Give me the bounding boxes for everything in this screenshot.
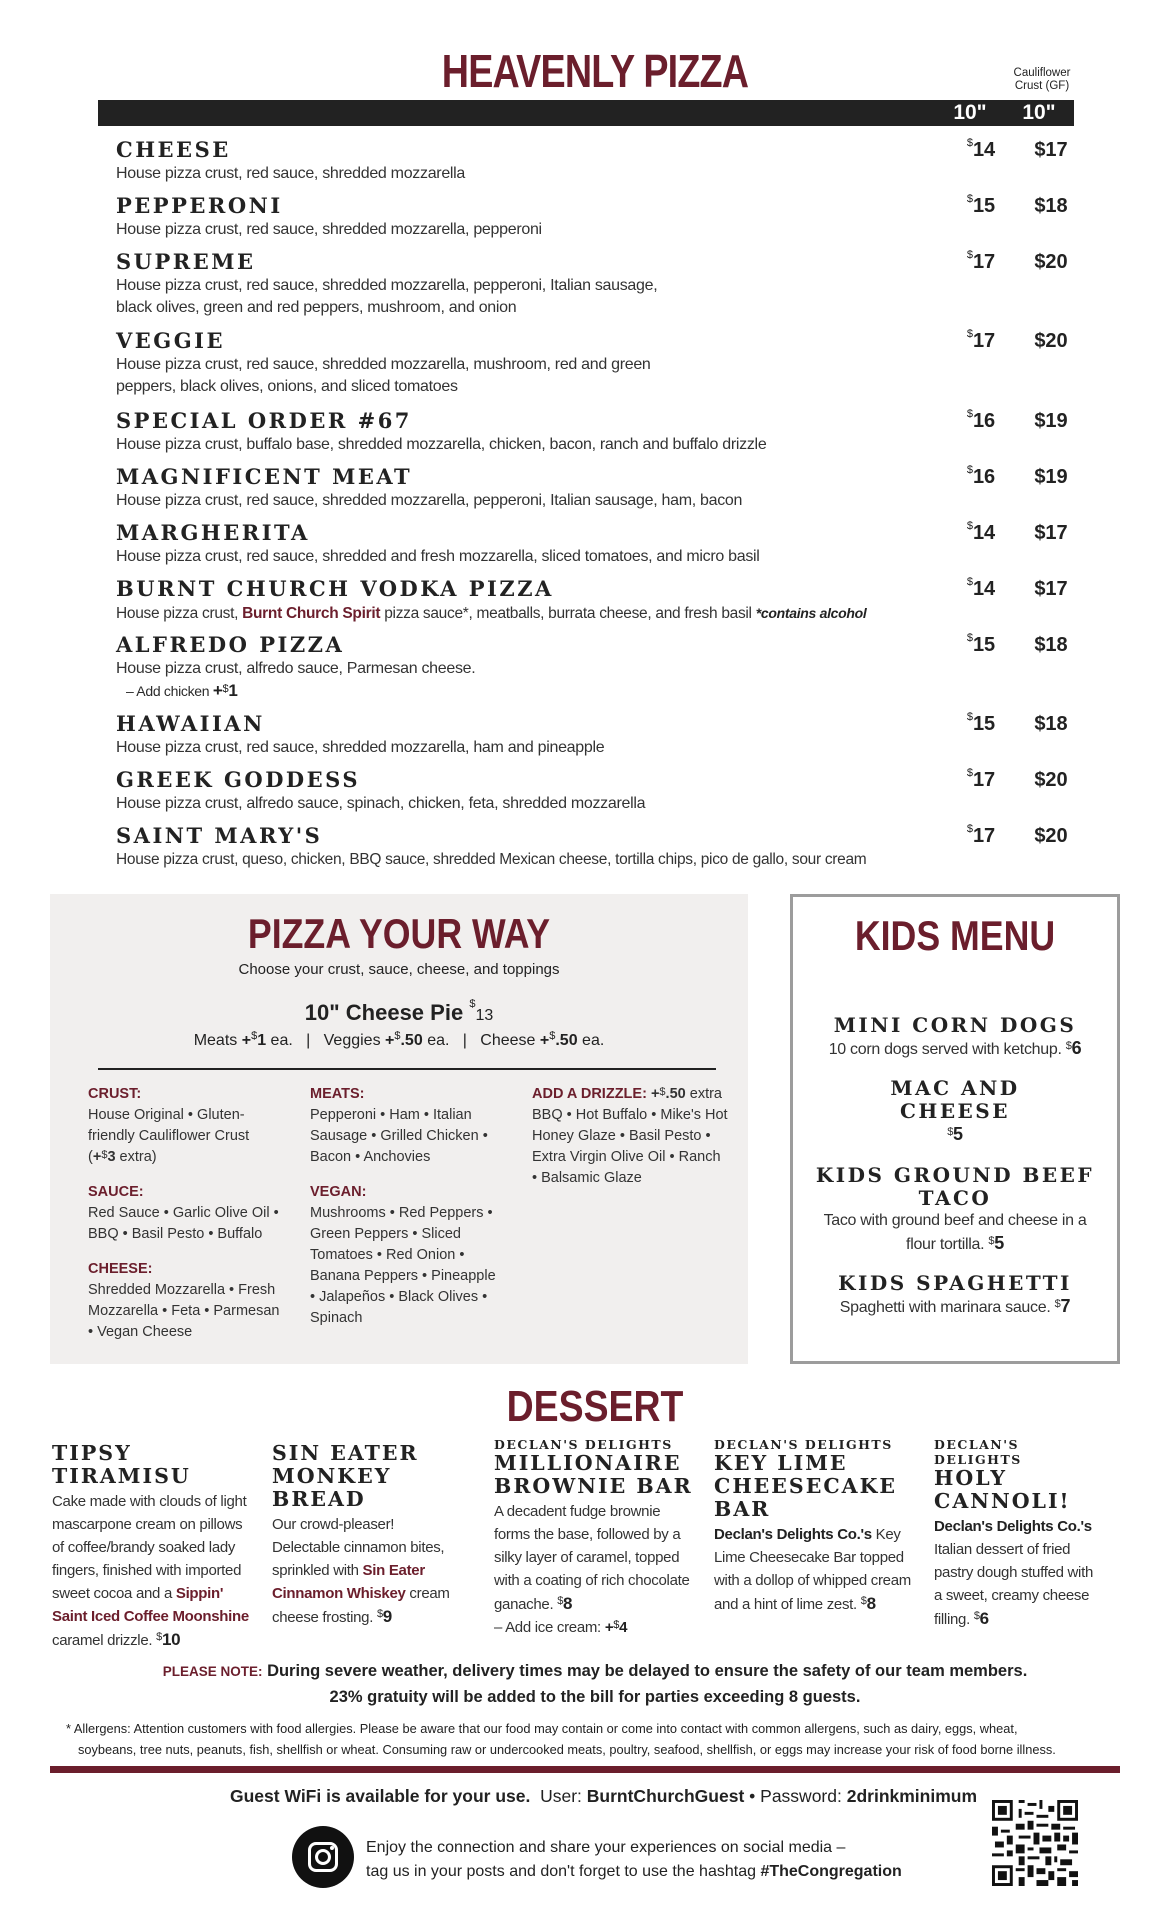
pizza-item-cheese [116,137,1066,185]
pizza-name: PEPPERONI [116,193,283,218]
meats-options: Pepperoni • Ham • Italian Sausage • Grilled Chicken • Bacon • Anchovies [310,1107,488,1165]
wifi-info: Guest WiFi is available for your use. User: BurntChurchGuest • Password: 2drinkminimum [230,1786,978,1806]
crust-options: House Original • Gluten-friendly Cauliflower Crust [88,1107,250,1144]
pizza-price: $14 [966,137,996,161]
pizza-name: BURNT CHURCH VODKA PIZZA [116,576,554,601]
pizza-price: $17 [966,328,996,352]
pizza-name: MAGNIFICENT MEAT [116,464,413,489]
pizza-price: $17 [966,767,996,791]
pizza-name: ALFREDO PIZZA [116,632,345,657]
pizza-desc: House pizza crust, buffalo base, shredded mozzarella, chicken, bacon, ranch and buffalo drizzle [116,436,767,453]
pizza-item-margherita [116,520,1066,568]
footer-divider [50,1766,1120,1773]
alcohol-note: *contains alcohol [755,605,867,621]
pizza-price: $14 [966,520,996,544]
hashtag: #TheCongregation [760,1863,902,1880]
size-label-regular: 10" [953,101,987,124]
brand-burnt-church-spirit: Burnt Church Spirit [242,605,381,622]
pizza-desc: House pizza crust, Burnt Church Spirit pizza sauce*, meatballs, burrata cheese, and fresh basil *contains alcohol [116,605,867,622]
pizza-price-gf: $18 [1034,713,1068,735]
kids-item-ground-beef-taco: KIDS GROUND BEEF TACO Taco with ground beef and cheese in a flour tortilla. $5 [815,1163,1095,1253]
crust-heading: CRUST: [88,1086,142,1102]
pizza-desc: House pizza crust, alfredo sauce, spinach, chicken, feta, shredded mozzarella [116,795,646,812]
pizza-price: $15 [966,711,996,735]
size-label-cauliflower: 10" [1022,101,1056,124]
pizza-item-burnt-church-vodka [116,576,1066,625]
weather-note: PLEASE NOTE: During severe weather, delivery times may be delayed to ensure the safety of our team members. [162,1662,1028,1680]
pizza-price-gf: $18 [1034,634,1068,656]
pizza-item-alfredo [116,632,1066,702]
social-media-text: Enjoy the connection and share your experiences on social media – tag us in your posts and don't forget to use the hashtag #TheCongregation [366,1839,902,1880]
pizza-name: GREEK GODDESS [116,767,360,792]
cheese-heading: CHEESE: [88,1261,153,1277]
pizza-item-pepperoni [116,193,1066,241]
pizza-name: SAINT MARY'S [116,823,323,848]
qr-code-icon[interactable] [992,1800,1078,1886]
pizza-your-way-title: PIZZA YOUR WAY [247,910,551,957]
meats-heading: MEATS: [310,1086,365,1102]
pizza-desc: House pizza crust, red sauce, shredded mozzarella [116,165,466,182]
pizza-desc: House pizza crust, queso, chicken, BBQ sauce, shredded Mexican cheese, tortilla chips, pico de gallo, sour cream [116,851,867,868]
pizza-name: VEGGIE [116,328,225,353]
dessert-item-millionaire-brownie-bar: DECLAN'S DELIGHTS MILLIONAIRE BROWNIE BAR A decadent fudge brownie forms the base, followed by a silky layer of caramel, topped with a coating of rich chocolate ganache. $8 – Add ice cream: +$4 [494,1437,693,1636]
pizza-name: CHEESE [116,137,231,162]
sauce-heading: SAUCE: [88,1184,144,1200]
pizza-price-gf: $19 [1034,410,1068,432]
options-column-1 [88,1084,284,1357]
dessert-item-tipsy-tiramisu: TIPSY TIRAMISU Cake made with clouds of light mascarpone cream on pillows of coffee/brandy soaked lady fingers, finished with imported sweet cocoa and a Sippin' Saint Iced Coffee Moonshine caramel drizzle. $10 [52,1441,249,1649]
pizza-item-special-order-67 [116,408,1066,456]
pizza-desc: House pizza crust, alfredo sauce, Parmesan cheese. [116,660,476,677]
pizza-name: SPECIAL ORDER #67 [116,408,412,433]
pizza-desc: House pizza crust, red sauce, shredded mozzarella, pepperoni, Italian sausage, black olives, green and red peppers, mushroom, and onion [116,277,658,316]
pizza-price-gf: $17 [1034,578,1068,600]
pizza-item-greek-goddess [116,767,1066,815]
dessert-item-key-lime-cheesecake-bar: DECLAN'S DELIGHTS KEY LIME CHEESECAKE BAR Declan's Delights Co.'s Key Lime Cheesecake Bar topped with a dollop of whipped cream and a hint of lime zest. $8 [714,1437,911,1613]
dessert-section-title: DESSERT [506,1382,684,1431]
kids-item-spaghetti: KIDS SPAGHETTI Spaghetti with marinara sauce. $7 [838,1271,1072,1316]
pizza-price: $17 [966,823,996,847]
instagram-icon[interactable] [292,1826,354,1888]
pizza-price-gf: $19 [1034,466,1068,488]
pizza-desc: House pizza crust, red sauce, shredded mozzarella, pepperoni, Italian sausage, ham, bacon [116,492,743,509]
pizza-section-title: HEAVENLY PIZZA [441,45,749,97]
options-column-2 [310,1084,500,1343]
pizza-price-gf: $18 [1034,195,1068,217]
pizza-price-gf: $17 [1034,139,1068,161]
cheese-pie-line: 10" Cheese Pie $13 [304,998,494,1025]
crust-extra: (+$3 extra) [88,1149,157,1165]
pizza-price-gf: $20 [1034,330,1068,352]
sauce-options: Red Sauce • Garlic Olive Oil • BBQ • Basil Pesto • Buffalo [88,1205,279,1242]
pizza-price: $15 [966,632,996,656]
kids-item-mac-and-cheese: MAC AND CHEESE $5 [890,1076,1020,1144]
pizza-price: $17 [966,249,996,273]
options-column-3 [532,1084,728,1203]
pizza-desc: House pizza crust, red sauce, shredded mozzarella, mushroom, red and green peppers, black olives, onions, and sliced tomatoes [116,356,651,395]
size-header-bar [98,100,1074,126]
pizza-desc: House pizza crust, red sauce, shredded and fresh mozzarella, sliced tomatoes, and micro basil [116,548,760,565]
brand-sippin-saint: Sippin' Saint Iced Coffee Moonshine [52,1585,249,1625]
topping-prices: Meats +$1 ea. | Veggies +$.50 ea. | Cheese +$.50 ea. [193,1030,605,1049]
pizza-price-gf: $20 [1034,769,1068,791]
pizza-item-saint-marys [116,823,1066,871]
pizza-price: $16 [966,408,996,432]
pizza-your-way-subtitle: Choose your crust, sauce, cheese, and toppings [238,961,560,978]
vegan-heading: VEGAN: [310,1184,367,1200]
kids-menu-title: KIDS MENU [854,912,1056,959]
pizza-price-gf: $17 [1034,522,1068,544]
dessert-item-holy-cannoli: DECLAN'S DELIGHTS HOLY CANNOLI! Declan's Delights Co.'s Italian dessert of fried pastry dough stuffed with a sweet, creamy cheese filling. $6 [934,1437,1093,1628]
allergen-notice: * Allergens: Attention customers with food allergies. Please be aware that our food may contain or come into contact with common allergens, such as dairy, eggs, wheat, soybeans, tree nuts, peanuts, fish, shellfish or wheat. Consuming raw or undercooked meats, poultry, seafood, shellfish, or eggs may increase your risk of food borne illness. [66,1721,1056,1757]
pizza-item-hawaiian [116,711,1066,759]
pizza-desc: House pizza crust, red sauce, shredded mozzarella, pepperoni [116,221,542,238]
pizza-name: SUPREME [116,249,256,274]
pizza-item-veggie [116,328,1066,398]
pizza-price-gf: $20 [1034,251,1068,273]
pizza-name: MARGHERITA [116,520,310,545]
pizza-item-magnificent-meat [116,464,1066,512]
pizza-price-gf: $20 [1034,825,1068,847]
gratuity-note: 23% gratuity will be added to the bill for parties exceeding 8 guests. [329,1688,861,1706]
pizza-addon: – Add chicken +$1 [126,681,238,700]
drizzle-options: BBQ • Hot Buffalo • Mike's Hot Honey Glaze • Basil Pesto • Extra Virgin Olive Oil • Ranch • Balsamic Glaze [532,1107,728,1186]
pizza-item-supreme [116,249,1066,319]
pizza-price: $15 [966,193,996,217]
cauliflower-crust-note: Cauliflower Crust (GF) [1013,67,1071,92]
vegan-options: Mushrooms • Red Peppers • Green Peppers • Sliced Tomatoes • Red Onion • Banana Peppers • Pineapple • Jalapeños • Black Olives • Spinach [310,1205,496,1326]
cheese-options: Shredded Mozzarella • Fresh Mozzarella • Feta • Parmesan • Vegan Cheese [88,1282,280,1340]
kids-item-corn-dogs: MINI CORN DOGS 10 corn dogs served with ketchup. $6 [828,1013,1082,1058]
pizza-price: $16 [966,464,996,488]
pizza-price: $14 [966,576,996,600]
divider [98,1068,716,1070]
drizzle-heading: ADD A DRIZZLE: +$.50 extra [532,1086,722,1102]
pizza-name: HAWAIIAN [116,711,265,736]
dessert-item-monkey-bread: SIN EATER MONKEY BREAD Our crowd-pleaser! Delectable cinnamon bites, sprinkled with Sin Eater Cinnamon Whiskey cream cheese frosting. $9 [272,1441,450,1626]
pizza-desc: House pizza crust, red sauce, shredded mozzarella, ham and pineapple [116,739,605,756]
brand-sin-eater: Sin Eater Cinnamon Whiskey [272,1562,425,1602]
